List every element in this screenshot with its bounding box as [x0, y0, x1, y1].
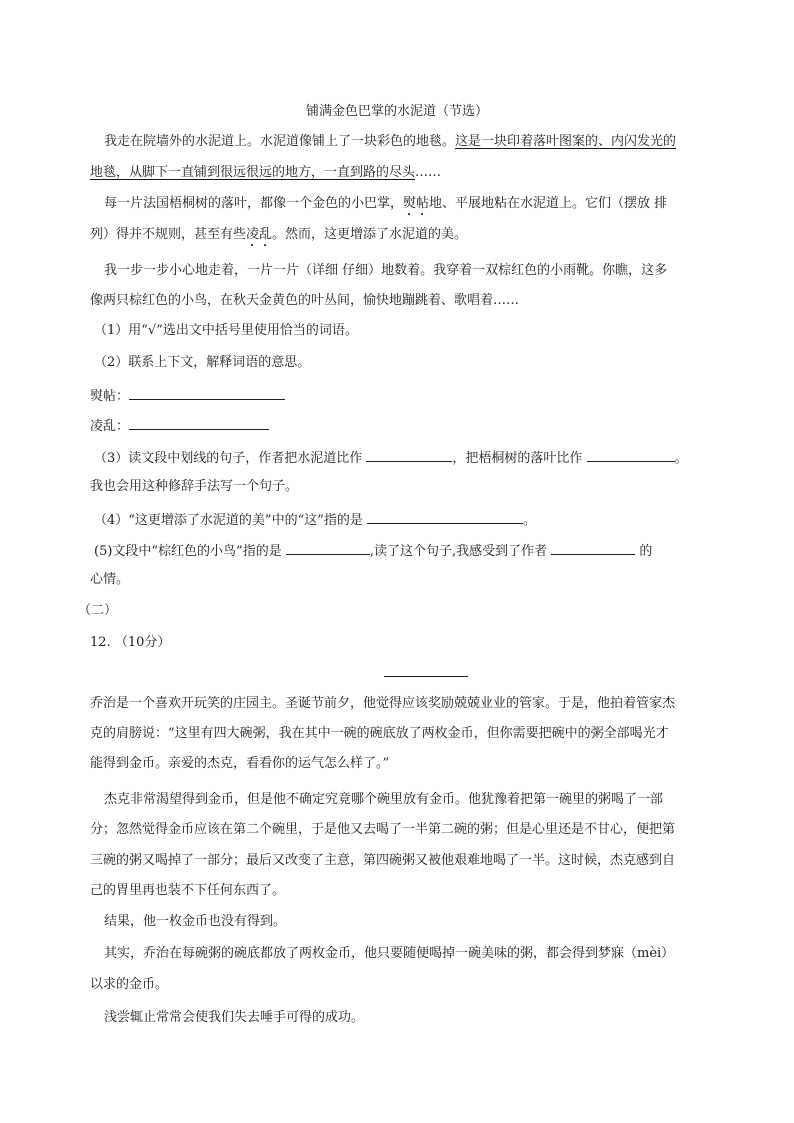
question-3-cont: 我也会用这种修辞手法写一个句子。 — [90, 479, 299, 494]
text-span: 地、平展地粘在水泥道上。它们（摆放 排 — [429, 196, 668, 211]
text-span: 。 — [674, 451, 688, 466]
text-span: 每一片法国梧桐树的落叶，都像一个金色的小巴掌， — [104, 196, 404, 211]
answer-blank[interactable] — [366, 447, 452, 462]
text-span: （3）读文段中划线的句子，作者把水泥道比作 — [94, 451, 363, 466]
passage2-line: 结果，他一枚金币也没有得到。 — [104, 914, 287, 929]
passage2-line: 其实，乔治在每碗粥的碗底都放了两枚金币，他只要随便喝掉一碗美味的粥，都会得到梦寐（mèi） — [104, 946, 675, 961]
text-span: 的 — [639, 544, 653, 559]
answer-blank[interactable] — [129, 415, 269, 430]
passage1-line — [104, 194, 720, 219]
answer-blank[interactable] — [551, 540, 635, 555]
passage2-line: 乔治是一个喜欢开玩笑的庄园主。圣诞节前夕，他觉得应该奖励兢兢业业的管家。于是，他拍着管家杰 — [90, 696, 676, 711]
question-3 — [94, 447, 724, 469]
dotted-word: 熨帖 — [403, 196, 430, 211]
text-span: 。然而，这更增添了水泥道的美。 — [272, 227, 468, 242]
section-label: （二） — [78, 603, 118, 618]
question-header — [90, 633, 720, 653]
title-blank[interactable] — [384, 676, 468, 677]
underlined-sentence: 这是一块印着落叶图案的、内闪发光的 — [455, 134, 677, 149]
passage2-line: 浅尝辄止常常会使我们失去唾手可得的成功。 — [104, 1010, 365, 1025]
question-2: （2）联系上下文，解释词语的意思。 — [94, 355, 311, 370]
underlined-sentence: 地毯，从脚下一直铺到很远很远的地方，一直到路的尽头 — [90, 165, 416, 180]
answer-line-1 — [90, 385, 720, 407]
text-span: 。 — [523, 513, 537, 528]
text-span: 我走在院墙外的水泥道上。水泥道像铺上了一块彩色的地毯。 — [104, 134, 456, 149]
passage1-line: 我一步一步小心地走着，一片一片（详细 仔细）地数着。我穿着一双棕红色的小雨靴。你瞧，这多 — [104, 263, 668, 278]
answer-blank[interactable] — [367, 509, 523, 524]
passage2-line: 分；忽然觉得金币应该在第二个碗里，于是他又去喝了一半第二碗的粥；但是心里还是不甘心，便把第 — [90, 822, 676, 837]
passage2-line: 克的肩膀说：“这里有四大碗粥，我在其中一碗的碗底放了两枚金币，但你需要把碗中的粥全部喝光才 — [90, 726, 669, 741]
question-5-cont: 心情。 — [90, 572, 130, 587]
text-span: （4）“这更增添了水泥道的美”中的“这”指的是 — [94, 513, 363, 528]
question-4 — [94, 509, 724, 531]
answer-blank[interactable] — [129, 385, 285, 400]
answer-label: 熨帖： — [90, 389, 130, 404]
passage1-line — [104, 132, 720, 152]
question-points: （10分） — [114, 635, 171, 650]
text-span: …… — [415, 165, 442, 180]
answer-blank[interactable] — [587, 447, 675, 462]
dotted-word: 凌乱 — [246, 227, 273, 242]
text-span: ,读了这个句子,我感受到了作者 — [369, 544, 548, 559]
answer-blank[interactable] — [286, 540, 370, 555]
passage1-line: 像两只棕红色的小鸟，在秋天金黄色的叶丛间，愉快地蹦跳着、歌唱着…… — [90, 293, 520, 308]
passage-title: 铺满金色巴掌的水泥道（节选） — [305, 104, 488, 119]
passage2-line: 能得到金币。亲爱的杰克，看看你的运气怎么样了。” — [90, 756, 390, 771]
question-5 — [94, 540, 724, 562]
passage2-line: 以求的金币。 — [90, 977, 169, 992]
question-1: （1）用“√”选出文中括号里使用恰当的词语。 — [94, 323, 358, 338]
passage1-line — [90, 163, 720, 183]
answer-line-2 — [90, 415, 720, 437]
answer-label: 凌乱： — [90, 419, 130, 434]
text-span: (5)文段中“棕红色的小鸟”指的是 — [94, 544, 282, 559]
passage2-line: 杰克非常渴望得到金币，但是他不确定究竟哪个碗里放有金币。他犹豫着把第一碗里的粥喝了一部 — [104, 792, 664, 807]
passage1-line — [90, 225, 720, 250]
text-span: 列）得并不规则，甚至有些 — [90, 227, 247, 242]
question-number: 12. — [90, 635, 111, 650]
text-span: ，把梧桐树的落叶比作 — [452, 451, 583, 466]
passage2-line: 三碗的粥又喝掉了一部分；最后又改变了主意，第四碗粥又被他艰难地喝了一半。这时候，杰克感到自 — [90, 853, 676, 868]
passage2-line: 己的胃里再也装不下任何东西了。 — [90, 883, 286, 898]
